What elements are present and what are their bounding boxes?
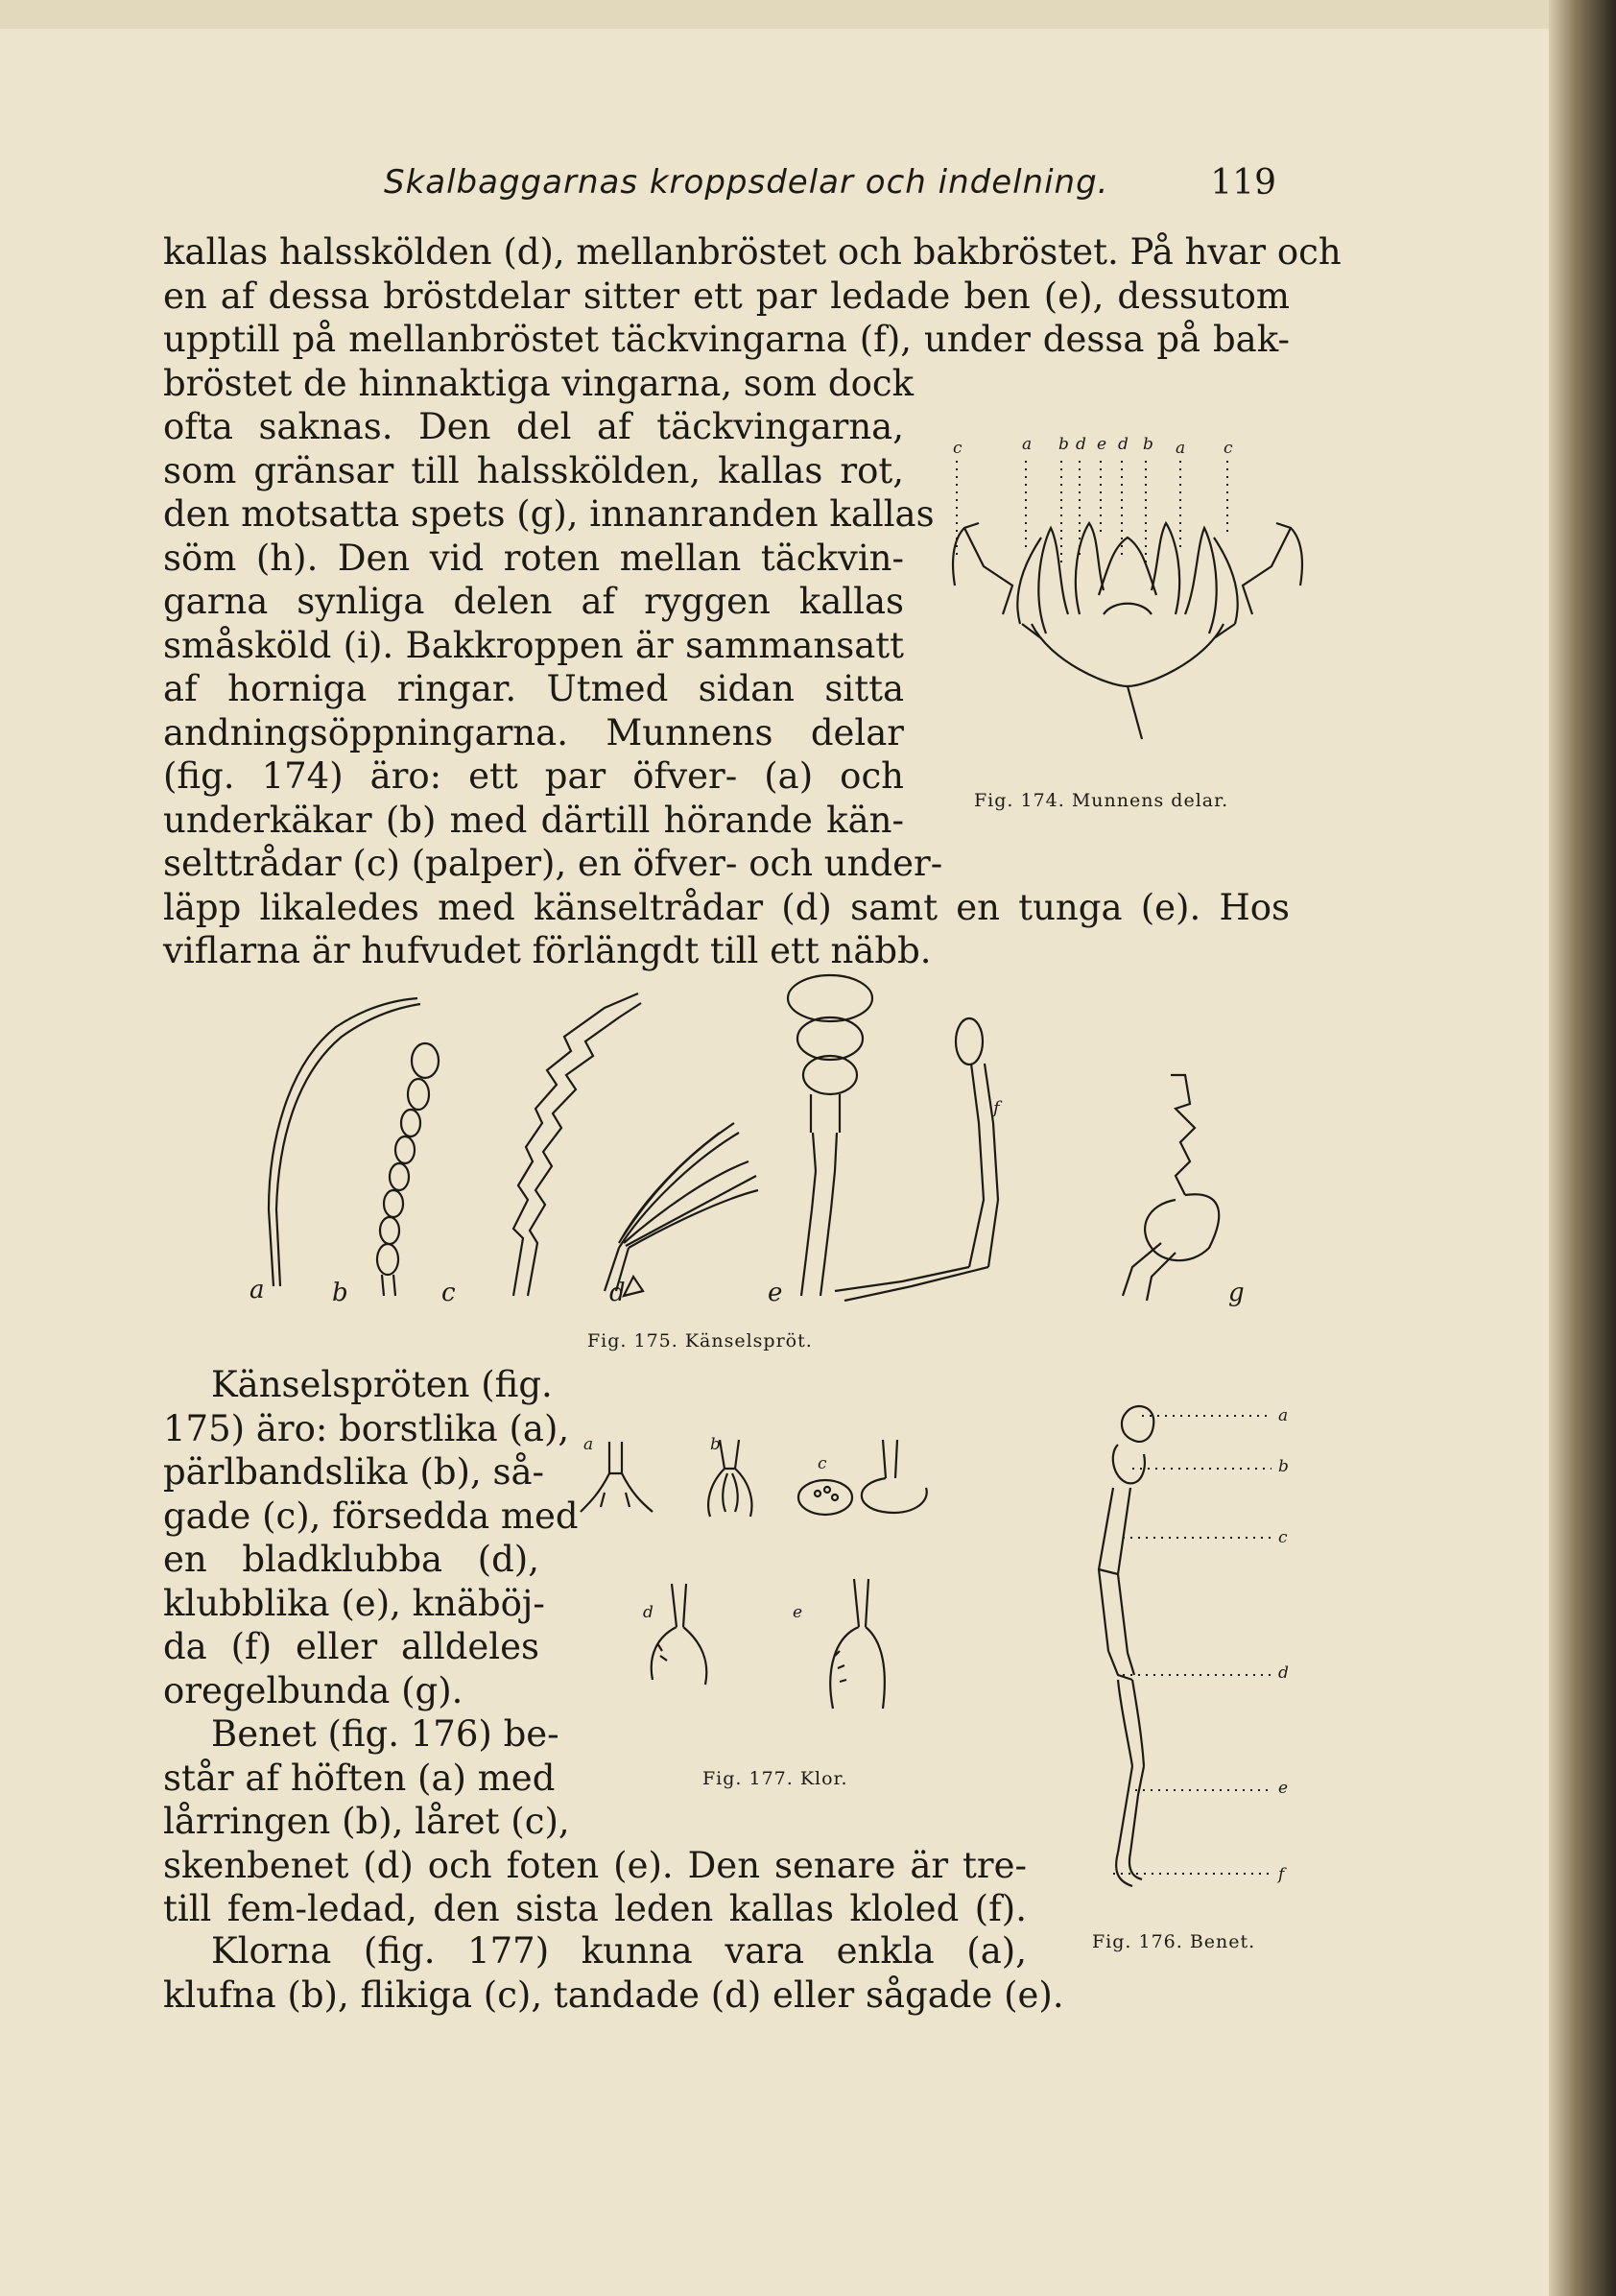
fig175-label: c bbox=[441, 1279, 456, 1307]
fig175-label: b bbox=[332, 1279, 348, 1307]
text-line: viflarna är hufvudet förlängdt till ett näbb. bbox=[163, 930, 932, 971]
text-line: garna synliga delen af ryggen kallas bbox=[163, 581, 904, 622]
text-line: da (f) eller alldeles bbox=[163, 1626, 539, 1667]
fig175-label: g bbox=[1228, 1279, 1245, 1307]
fig-174-caption: Fig. 174. Munnens delar. bbox=[974, 790, 1229, 811]
text-line: kallas halsskölden (d), mellanbröstet och bakbröstet. På hvar och bbox=[163, 231, 1342, 273]
paragraph-claws bbox=[163, 1929, 1123, 2017]
fig176-label: a bbox=[1278, 1406, 1289, 1425]
fig-175-caption: Fig. 175. Känselspröt. bbox=[587, 1330, 813, 1351]
fig174-label: e bbox=[1097, 435, 1107, 454]
book-spine-edge bbox=[1549, 0, 1616, 2296]
text-line: andningsöppningarna. Munnens delar bbox=[163, 711, 904, 753]
fig-176-leg bbox=[1075, 1401, 1305, 1910]
fig-177-claws bbox=[566, 1421, 1008, 1737]
text-line: (fig. 174) äro: ett par öfver- (a) och bbox=[163, 755, 904, 797]
text-line: en bladklubba (d), bbox=[163, 1539, 539, 1580]
text-line: upptill på mellanbröstet täckvingarna (f), under dessa på bak- bbox=[163, 319, 1290, 360]
fig177-label: d bbox=[643, 1603, 654, 1622]
text-line: underkäkar (b) med därtill hörande kän- bbox=[163, 799, 904, 841]
fig174-label: c bbox=[953, 439, 962, 458]
text-line: som gränsar till halsskölden, kallas rot, bbox=[163, 449, 904, 491]
fig175-label: f bbox=[993, 1098, 1000, 1118]
fig177-label: c bbox=[818, 1454, 827, 1473]
fig174-label: b bbox=[1143, 435, 1153, 454]
fig175-label: d bbox=[609, 1279, 626, 1307]
fig175-label: e bbox=[768, 1279, 783, 1307]
fig-174-mouthparts bbox=[945, 432, 1310, 758]
fig176-label: e bbox=[1278, 1779, 1289, 1798]
fig176-label: d bbox=[1278, 1663, 1289, 1683]
text-line: Känselspröten (fig. bbox=[211, 1364, 553, 1405]
text-line: Klorna (fig. 177) kunna vara enkla (a), bbox=[211, 1930, 1027, 1972]
fig176-label: c bbox=[1278, 1528, 1288, 1547]
fig-175-antennae bbox=[240, 969, 1286, 1315]
running-head: Skalbaggarnas kroppsdelar och indelning. bbox=[384, 163, 1109, 202]
text-line: pärlbandslika (b), så- bbox=[163, 1451, 545, 1493]
fig177-label: b bbox=[710, 1435, 721, 1454]
text-line: småsköld (i). Bakkroppen är sammansatt bbox=[163, 624, 904, 666]
fig174-label: a bbox=[1176, 439, 1186, 458]
text-line: bröstet de hinnaktiga vingarna, som dock bbox=[163, 362, 915, 404]
fig174-label: d bbox=[1076, 435, 1086, 454]
text-line: ofta saknas. Den del af täckvingarna, bbox=[163, 406, 904, 447]
fig175-label: a bbox=[250, 1276, 265, 1304]
text-line: 175) äro: borstlika (a), bbox=[163, 1407, 570, 1449]
fig174-label: a bbox=[1022, 435, 1033, 454]
text-line: af horniga ringar. Utmed sidan sitta bbox=[163, 668, 904, 709]
text-line: skenbenet (d) och foten (e). Den senare är tre- bbox=[163, 1844, 1027, 1886]
fig176-label: b bbox=[1278, 1457, 1289, 1476]
fig174-label: c bbox=[1224, 439, 1233, 458]
text-line: lårringen (b), låret (c), bbox=[163, 1801, 570, 1842]
text-line: gade (c), försedda med bbox=[163, 1495, 579, 1537]
text-line: selttrådar (c) (palper), en öfver- och under- bbox=[163, 843, 943, 884]
text-line: Benet (fig. 176) be- bbox=[211, 1713, 559, 1755]
fig174-label: b bbox=[1058, 435, 1069, 454]
text-line: till fem-ledad, den sista leden kallas kloled (f). bbox=[163, 1888, 1027, 1929]
text-line: klufna (b), flikiga (c), tandade (d) eller sågade (e). bbox=[163, 1973, 1064, 2016]
text-line: står af höften (a) med bbox=[163, 1757, 556, 1799]
fig177-label: e bbox=[793, 1603, 803, 1622]
fig174-label: d bbox=[1118, 435, 1129, 454]
text-line: en af dessa bröstdelar sitter ett par ledade ben (e), dessutom bbox=[163, 275, 1290, 317]
fig-177-caption: Fig. 177. Klor. bbox=[702, 1768, 848, 1789]
text-line: söm (h). Den vid roten mellan täckvin- bbox=[163, 537, 904, 579]
fig-176-caption: Fig. 176. Benet. bbox=[1092, 1931, 1256, 1952]
text-line: oregelbunda (g). bbox=[163, 1669, 463, 1711]
fig176-label: f bbox=[1278, 1865, 1285, 1884]
text-line: den motsatta spets (g), innanranden kallas bbox=[163, 493, 935, 535]
text-line: klubblika (e), knäböj- bbox=[163, 1582, 545, 1624]
text-line: läpp likaledes med känseltrådar (d) samt en tunga (e). Hos bbox=[163, 886, 1290, 928]
page-header bbox=[384, 163, 1276, 211]
page-number: 119 bbox=[1210, 163, 1276, 203]
fig177-label: a bbox=[583, 1435, 594, 1454]
